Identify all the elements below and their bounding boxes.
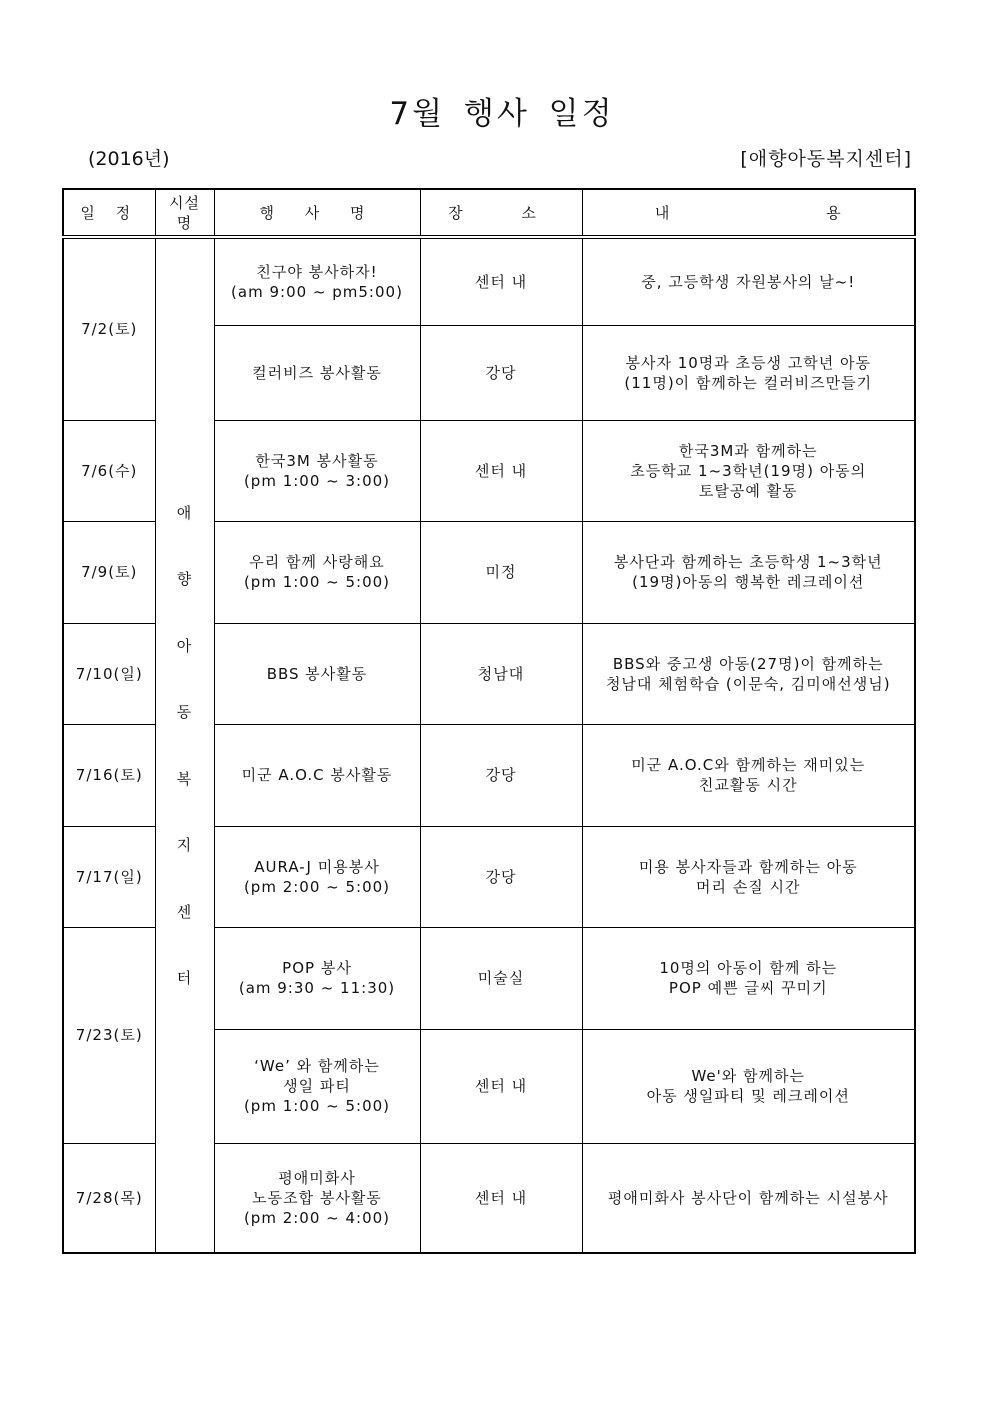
place-cell: 미술실 bbox=[420, 927, 582, 1029]
content-cell: 한국3M과 함께하는 초등학교 1~3학년(19명) 아동의 토탈공예 활동 bbox=[582, 420, 915, 521]
header-date: 일 정 bbox=[63, 189, 155, 237]
facility-cell bbox=[155, 237, 214, 1253]
date-cell: 7/6(수) bbox=[63, 420, 155, 521]
facility-char: 터 bbox=[176, 969, 193, 987]
event-cell: 한국3M 봉사활동 (pm 1:00 ~ 3:00) bbox=[214, 420, 420, 521]
content-cell: We'와 함께하는 아동 생일파티 및 레크레이션 bbox=[582, 1029, 915, 1143]
page-title: 7월 행사 일정 bbox=[389, 96, 615, 132]
facility-char: 애 bbox=[176, 503, 193, 522]
place-cell: 미정 bbox=[420, 521, 582, 623]
content-cell: 봉사단과 함께하는 초등학생 1~3학년 (19명)아동의 행복한 레크레이션 bbox=[582, 521, 915, 623]
place-cell: 강당 bbox=[420, 826, 582, 927]
year-label: (2016년) bbox=[88, 148, 170, 170]
date-cell: 7/16(토) bbox=[63, 724, 155, 826]
event-cell: ‘We’ 와 함께하는 생일 파티 (pm 1:00 ~ 5:00) bbox=[214, 1029, 420, 1143]
place-cell: 센터 내 bbox=[420, 420, 582, 521]
content-cell: BBS와 중고생 아동(27명)이 함께하는 청남대 체험학습 (이문숙, 김미애선생님) bbox=[582, 623, 915, 724]
place-cell: 청남대 bbox=[420, 623, 582, 724]
organization-label: [애향아동복지센터] bbox=[740, 148, 912, 170]
header-place: 장 소 bbox=[420, 189, 582, 237]
event-cell: 우리 함께 사랑해요 (pm 1:00 ~ 5:00) bbox=[214, 521, 420, 623]
event-cell: POP 봉사 (am 9:30 ~ 11:30) bbox=[214, 927, 420, 1029]
place-cell: 센터 내 bbox=[420, 1029, 582, 1143]
content-cell: 미군 A.O.C와 함께하는 재미있는 친교활동 시간 bbox=[582, 724, 915, 826]
date-cell: 7/10(일) bbox=[63, 623, 155, 724]
table-header-row bbox=[63, 189, 915, 237]
facility-char: 복 bbox=[176, 769, 193, 788]
event-cell: 컬러비즈 봉사활동 bbox=[214, 325, 420, 420]
facility-char: 센 bbox=[176, 902, 193, 921]
event-cell: AURA-J 미용봉사 (pm 2:00 ~ 5:00) bbox=[214, 826, 420, 927]
content-cell: 평애미화사 봉사단이 함께하는 시설봉사 bbox=[582, 1143, 915, 1253]
date-cell: 7/2(토) bbox=[63, 237, 155, 420]
event-cell: 평애미화사 노동조합 봉사활동 (pm 2:00 ~ 4:00) bbox=[214, 1143, 420, 1253]
schedule-table bbox=[62, 188, 916, 1254]
header-content: 내 용 bbox=[582, 189, 915, 237]
facility-char: 향 bbox=[176, 570, 193, 588]
date-cell: 7/23(토) bbox=[63, 927, 155, 1143]
date-cell: 7/9(토) bbox=[63, 521, 155, 623]
facility-name-vertical bbox=[160, 480, 210, 1012]
place-cell: 강당 bbox=[420, 724, 582, 826]
content-cell: 중, 고등학생 자원봉사의 날~! bbox=[582, 237, 915, 325]
content-cell: 미용 봉사자들과 함께하는 아동 머리 손질 시간 bbox=[582, 826, 915, 927]
facility-char: 동 bbox=[176, 703, 193, 721]
content-cell: 봉사자 10명과 초등생 고학년 아동 (11명)이 함께하는 컬러비즈만들기 bbox=[582, 325, 915, 420]
event-cell: 미군 A.O.C 봉사활동 bbox=[214, 724, 420, 826]
date-cell: 7/28(목) bbox=[63, 1143, 155, 1253]
place-cell: 강당 bbox=[420, 325, 582, 420]
place-cell: 센터 내 bbox=[420, 1143, 582, 1253]
event-cell: 친구야 봉사하자! (am 9:00 ~ pm5:00) bbox=[214, 237, 420, 325]
place-cell: 센터 내 bbox=[420, 237, 582, 325]
event-cell: BBS 봉사활동 bbox=[214, 623, 420, 724]
date-cell: 7/17(일) bbox=[63, 826, 155, 927]
content-cell: 10명의 아동이 함께 하는 POP 예쁜 글씨 꾸미기 bbox=[582, 927, 915, 1029]
facility-char: 지 bbox=[176, 836, 193, 854]
facility-char: 아 bbox=[176, 636, 193, 655]
header-facility: 시설 명 bbox=[155, 189, 214, 237]
header-event: 행 사 명 bbox=[214, 189, 420, 237]
table-row bbox=[63, 237, 915, 325]
